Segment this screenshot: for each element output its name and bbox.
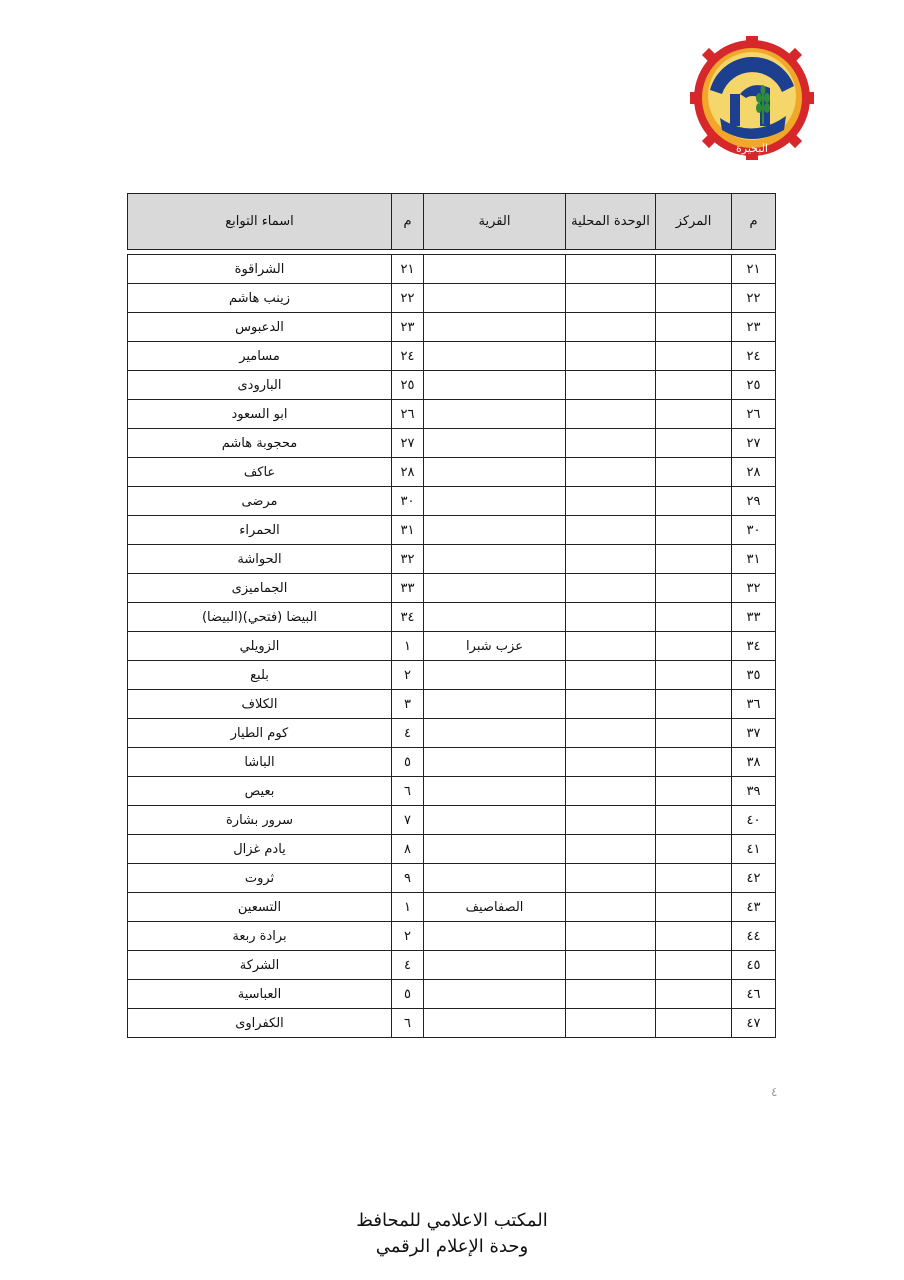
cell-wahda bbox=[566, 429, 656, 458]
cell-markaz bbox=[656, 661, 732, 690]
cell-wahda bbox=[566, 313, 656, 342]
cell-wahda bbox=[566, 893, 656, 922]
cell-m2: ٣٣ bbox=[392, 574, 424, 603]
cell-m: ٤٣ bbox=[732, 893, 776, 922]
cell-markaz bbox=[656, 922, 732, 951]
cell-wahda bbox=[566, 632, 656, 661]
table-row bbox=[128, 632, 776, 661]
cell-markaz bbox=[656, 777, 732, 806]
cell-wahda bbox=[566, 603, 656, 632]
cell-m2: ٧ bbox=[392, 806, 424, 835]
cell-markaz bbox=[656, 835, 732, 864]
cell-m: ٣٤ bbox=[732, 632, 776, 661]
footer-line-1: المكتب الاعلامي للمحافظ bbox=[356, 1210, 548, 1231]
cell-tawabe-name: البيضا (فتحي)(البيضا) bbox=[128, 603, 392, 632]
cell-wahda bbox=[566, 719, 656, 748]
table-row bbox=[128, 893, 776, 922]
cell-m: ٣٨ bbox=[732, 748, 776, 777]
cell-markaz bbox=[656, 516, 732, 545]
cell-wahda bbox=[566, 342, 656, 371]
cell-wahda bbox=[566, 748, 656, 777]
cell-markaz bbox=[656, 342, 732, 371]
cell-markaz bbox=[656, 487, 732, 516]
cell-m: ٢٣ bbox=[732, 313, 776, 342]
cell-m2: ٢٣ bbox=[392, 313, 424, 342]
cell-tawabe-name: بلبع bbox=[128, 661, 392, 690]
cell-wahda bbox=[566, 980, 656, 1009]
cell-m: ٢٤ bbox=[732, 342, 776, 371]
cell-tawabe-name: الحواشة bbox=[128, 545, 392, 574]
villages-table bbox=[127, 193, 776, 1038]
cell-qarya bbox=[424, 313, 566, 342]
table-header-row bbox=[128, 194, 776, 250]
cell-qarya bbox=[424, 951, 566, 980]
cell-qarya bbox=[424, 400, 566, 429]
cell-markaz bbox=[656, 429, 732, 458]
cell-markaz bbox=[656, 284, 732, 313]
cell-tawabe-name: الشركة bbox=[128, 951, 392, 980]
cell-tawabe-name: الزويلي bbox=[128, 632, 392, 661]
table-row bbox=[128, 864, 776, 893]
cell-markaz bbox=[656, 574, 732, 603]
cell-qarya: الصفاصيف bbox=[424, 893, 566, 922]
cell-qarya bbox=[424, 922, 566, 951]
cell-tawabe-name: زينب هاشم bbox=[128, 284, 392, 313]
cell-markaz bbox=[656, 458, 732, 487]
cell-m: ٢٥ bbox=[732, 371, 776, 400]
table-row bbox=[128, 603, 776, 632]
table-row bbox=[128, 429, 776, 458]
cell-markaz bbox=[656, 255, 732, 284]
header-qarya: القرية bbox=[424, 194, 566, 250]
cell-m: ٤٤ bbox=[732, 922, 776, 951]
cell-markaz bbox=[656, 1009, 732, 1038]
cell-m: ٣٦ bbox=[732, 690, 776, 719]
cell-qarya bbox=[424, 371, 566, 400]
cell-tawabe-name: التسعين bbox=[128, 893, 392, 922]
cell-m: ٤٢ bbox=[732, 864, 776, 893]
table-body bbox=[128, 255, 776, 1038]
cell-tawabe-name: البارودى bbox=[128, 371, 392, 400]
cell-markaz bbox=[656, 864, 732, 893]
cell-qarya bbox=[424, 719, 566, 748]
cell-wahda bbox=[566, 574, 656, 603]
header-wahda: الوحدة المحلية bbox=[566, 194, 656, 250]
cell-wahda bbox=[566, 777, 656, 806]
cell-m: ٣١ bbox=[732, 545, 776, 574]
cell-m2: ٢٤ bbox=[392, 342, 424, 371]
cell-qarya bbox=[424, 284, 566, 313]
cell-wahda bbox=[566, 922, 656, 951]
cell-m2: ٢ bbox=[392, 922, 424, 951]
header-m2: م bbox=[392, 194, 424, 250]
cell-qarya bbox=[424, 806, 566, 835]
table-row bbox=[128, 487, 776, 516]
cell-qarya bbox=[424, 516, 566, 545]
cell-markaz bbox=[656, 545, 732, 574]
cell-qarya bbox=[424, 835, 566, 864]
cell-markaz bbox=[656, 980, 732, 1009]
cell-m: ٤٧ bbox=[732, 1009, 776, 1038]
cell-wahda bbox=[566, 806, 656, 835]
svg-text:البحيرة: البحيرة bbox=[736, 142, 768, 155]
cell-wahda bbox=[566, 371, 656, 400]
cell-qarya bbox=[424, 603, 566, 632]
cell-m: ٣٢ bbox=[732, 574, 776, 603]
cell-markaz bbox=[656, 719, 732, 748]
table-row bbox=[128, 342, 776, 371]
cell-m2: ٦ bbox=[392, 1009, 424, 1038]
cell-m2: ٤ bbox=[392, 951, 424, 980]
cell-tawabe-name: بعيص bbox=[128, 777, 392, 806]
cell-tawabe-name: الكفراوى bbox=[128, 1009, 392, 1038]
cell-m: ٣٣ bbox=[732, 603, 776, 632]
cell-tawabe-name: كوم الطيار bbox=[128, 719, 392, 748]
cell-qarya bbox=[424, 980, 566, 1009]
cell-markaz bbox=[656, 806, 732, 835]
table-row bbox=[128, 777, 776, 806]
table-row bbox=[128, 313, 776, 342]
header-m: م bbox=[732, 194, 776, 250]
cell-markaz bbox=[656, 371, 732, 400]
cell-tawabe-name: يادم غزال bbox=[128, 835, 392, 864]
cell-markaz bbox=[656, 893, 732, 922]
cell-wahda bbox=[566, 545, 656, 574]
cell-m: ٢٨ bbox=[732, 458, 776, 487]
cell-tawabe-name: الحمراء bbox=[128, 516, 392, 545]
cell-qarya bbox=[424, 1009, 566, 1038]
cell-wahda bbox=[566, 487, 656, 516]
cell-tawabe-name: الدعبوس bbox=[128, 313, 392, 342]
cell-wahda bbox=[566, 1009, 656, 1038]
cell-m2: ٢٦ bbox=[392, 400, 424, 429]
cell-m: ٣٧ bbox=[732, 719, 776, 748]
cell-qarya bbox=[424, 777, 566, 806]
cell-tawabe-name: برادة ربعة bbox=[128, 922, 392, 951]
cell-markaz bbox=[656, 400, 732, 429]
table-row bbox=[128, 951, 776, 980]
table-row bbox=[128, 922, 776, 951]
cell-m2: ٣٤ bbox=[392, 603, 424, 632]
cell-m: ٤٥ bbox=[732, 951, 776, 980]
cell-m: ٤١ bbox=[732, 835, 776, 864]
cell-m2: ٥ bbox=[392, 748, 424, 777]
cell-m: ٢٧ bbox=[732, 429, 776, 458]
cell-qarya bbox=[424, 487, 566, 516]
cell-qarya bbox=[424, 458, 566, 487]
cell-tawabe-name: الكلاف bbox=[128, 690, 392, 719]
cell-m2: ٢ bbox=[392, 661, 424, 690]
cell-m2: ٢٨ bbox=[392, 458, 424, 487]
cell-wahda bbox=[566, 284, 656, 313]
table-row bbox=[128, 516, 776, 545]
footer bbox=[0, 1208, 904, 1260]
table-row bbox=[128, 400, 776, 429]
cell-wahda bbox=[566, 255, 656, 284]
cell-markaz bbox=[656, 748, 732, 777]
cell-qarya bbox=[424, 748, 566, 777]
villages-table-container bbox=[127, 193, 775, 1038]
cell-m2: ٢١ bbox=[392, 255, 424, 284]
cell-m2: ٣٠ bbox=[392, 487, 424, 516]
table-row bbox=[128, 806, 776, 835]
cell-tawabe-name: عاكف bbox=[128, 458, 392, 487]
table-row bbox=[128, 835, 776, 864]
cell-wahda bbox=[566, 951, 656, 980]
table-row bbox=[128, 980, 776, 1009]
governorate-logo bbox=[690, 36, 814, 160]
header-tawabe: اسماء التوابع bbox=[128, 194, 392, 250]
table-row bbox=[128, 661, 776, 690]
cell-tawabe-name: محجوبة هاشم bbox=[128, 429, 392, 458]
cell-qarya bbox=[424, 690, 566, 719]
cell-wahda bbox=[566, 661, 656, 690]
cell-qarya: عزب شبرا bbox=[424, 632, 566, 661]
table-row bbox=[128, 284, 776, 313]
cell-qarya bbox=[424, 661, 566, 690]
cell-qarya bbox=[424, 429, 566, 458]
table-row bbox=[128, 719, 776, 748]
cell-m2: ٢٧ bbox=[392, 429, 424, 458]
cell-m: ٢٢ bbox=[732, 284, 776, 313]
cell-m: ٣٠ bbox=[732, 516, 776, 545]
cell-tawabe-name: سرور بشارة bbox=[128, 806, 392, 835]
cell-qarya bbox=[424, 864, 566, 893]
cell-qarya bbox=[424, 574, 566, 603]
cell-tawabe-name: ابو السعود bbox=[128, 400, 392, 429]
cell-qarya bbox=[424, 342, 566, 371]
cell-m2: ١ bbox=[392, 893, 424, 922]
cell-tawabe-name: العباسية bbox=[128, 980, 392, 1009]
footer-line-2: وحدة الإعلام الرقمي bbox=[375, 1236, 529, 1257]
cell-tawabe-name: ثروت bbox=[128, 864, 392, 893]
cell-tawabe-name: الشراقوة bbox=[128, 255, 392, 284]
table-row bbox=[128, 748, 776, 777]
cell-markaz bbox=[656, 951, 732, 980]
table-row bbox=[128, 574, 776, 603]
cell-m2: ٦ bbox=[392, 777, 424, 806]
cell-m: ٤٦ bbox=[732, 980, 776, 1009]
table-row bbox=[128, 255, 776, 284]
table-row bbox=[128, 458, 776, 487]
cell-m: ٢٩ bbox=[732, 487, 776, 516]
cell-m2: ٩ bbox=[392, 864, 424, 893]
cell-m: ٢١ bbox=[732, 255, 776, 284]
cell-m2: ٨ bbox=[392, 835, 424, 864]
cell-markaz bbox=[656, 690, 732, 719]
cell-m2: ٣ bbox=[392, 690, 424, 719]
cell-qarya bbox=[424, 545, 566, 574]
cell-tawabe-name: مرضى bbox=[128, 487, 392, 516]
cell-wahda bbox=[566, 835, 656, 864]
cell-tawabe-name: الجماميزى bbox=[128, 574, 392, 603]
cell-m2: ١ bbox=[392, 632, 424, 661]
cell-m: ٣٥ bbox=[732, 661, 776, 690]
cell-tawabe-name: مسامير bbox=[128, 342, 392, 371]
cell-m2: ٣٢ bbox=[392, 545, 424, 574]
cell-m: ٣٩ bbox=[732, 777, 776, 806]
header-markaz: المركز bbox=[656, 194, 732, 250]
cell-tawabe-name: الباشا bbox=[128, 748, 392, 777]
cell-m: ٢٦ bbox=[732, 400, 776, 429]
cell-wahda bbox=[566, 458, 656, 487]
table-row bbox=[128, 545, 776, 574]
cell-wahda bbox=[566, 690, 656, 719]
cell-m2: ٢٢ bbox=[392, 284, 424, 313]
cell-m: ٤٠ bbox=[732, 806, 776, 835]
cell-m2: ٣١ bbox=[392, 516, 424, 545]
table-row bbox=[128, 371, 776, 400]
table-row bbox=[128, 690, 776, 719]
cell-markaz bbox=[656, 313, 732, 342]
cell-m2: ٥ bbox=[392, 980, 424, 1009]
cell-qarya bbox=[424, 255, 566, 284]
cell-markaz bbox=[656, 603, 732, 632]
cell-wahda bbox=[566, 516, 656, 545]
cell-m2: ٢٥ bbox=[392, 371, 424, 400]
logo-emblem-icon bbox=[690, 36, 814, 160]
cell-wahda bbox=[566, 400, 656, 429]
cell-m2: ٤ bbox=[392, 719, 424, 748]
page-number: ٤ bbox=[771, 1085, 778, 1099]
cell-markaz bbox=[656, 632, 732, 661]
table-row bbox=[128, 1009, 776, 1038]
cell-wahda bbox=[566, 864, 656, 893]
